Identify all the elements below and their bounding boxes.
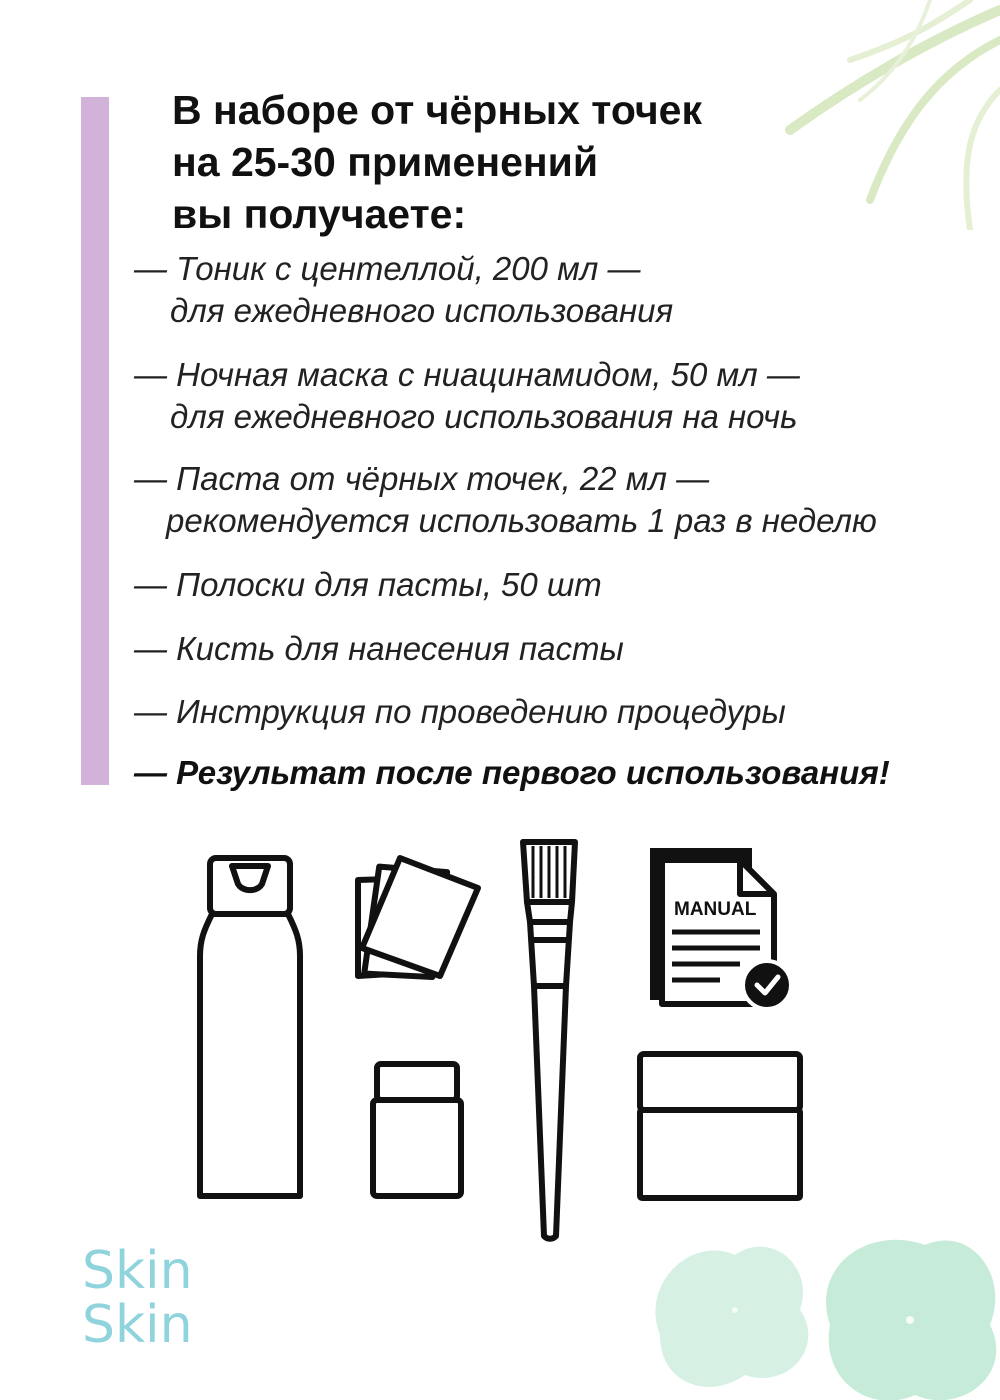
brush-icon	[523, 842, 575, 1239]
logo-line-1: Skin	[82, 1241, 193, 1301]
item-title: — Тоник с центеллой, 200 мл —	[134, 250, 641, 287]
title-line-1: В наборе от чёрных точек	[172, 87, 702, 133]
list-item-night-mask	[134, 354, 954, 438]
list-item-brush	[134, 628, 954, 670]
paste-jar-icon	[373, 1064, 461, 1196]
logo-line-2: Skin	[82, 1295, 193, 1355]
item-title: — Инструкция по проведению процедуры	[134, 693, 786, 730]
strips-icon	[358, 858, 478, 983]
product-icons	[180, 830, 820, 1260]
item-subtitle: для ежедневного использования на ночь	[170, 398, 798, 435]
item-title: — Паста от чёрных точек, 22 мл —	[134, 460, 710, 497]
list-item-paste	[134, 458, 954, 542]
item-subtitle: для ежедневного использования	[170, 292, 674, 329]
list-item-result	[134, 752, 954, 794]
page-title	[172, 84, 892, 240]
item-subtitle: рекомендуется использовать 1 раз в неделю	[166, 502, 877, 539]
manual-label: MANUAL	[674, 899, 757, 920]
item-title: — Полоски для пасты, 50 шт	[134, 566, 602, 603]
list-item-instruction	[134, 691, 954, 733]
mask-jar-icon	[640, 1054, 800, 1198]
skinskin-logo	[80, 1230, 210, 1360]
item-title: — Кисть для нанесения пасты	[134, 630, 624, 667]
item-title: — Ночная маска с ниацинамидом, 50 мл —	[134, 356, 800, 393]
title-line-2: на 25-30 применений	[172, 139, 599, 185]
title-line-3: вы получаете:	[172, 191, 467, 237]
accent-bar	[81, 97, 109, 785]
list-item-strips	[134, 564, 954, 606]
item-title: — Результат после первого использования!	[134, 754, 890, 791]
bottle-icon	[200, 858, 300, 1196]
manual-document-icon	[650, 848, 791, 1009]
list-item-toner	[134, 248, 954, 332]
